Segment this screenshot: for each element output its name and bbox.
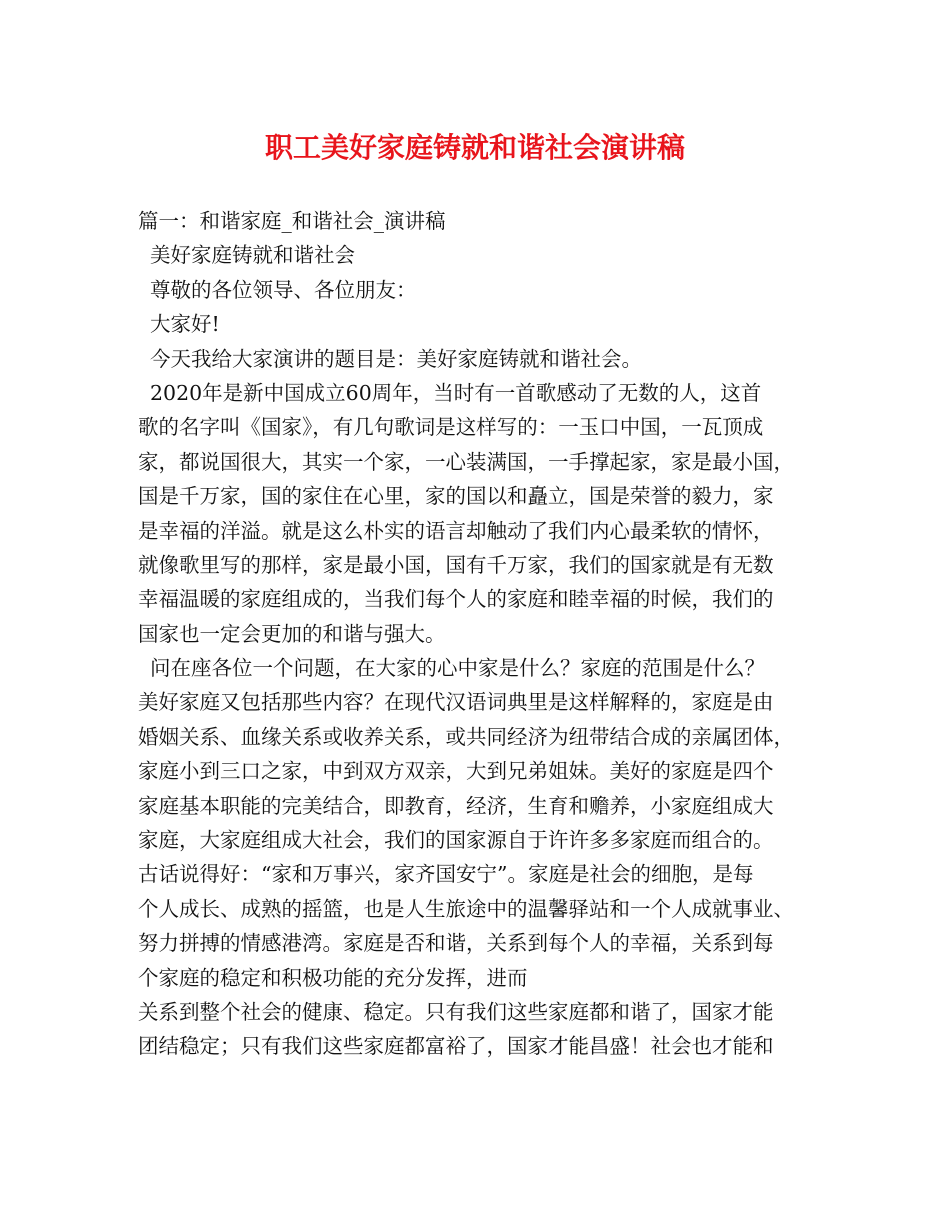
text-line: 今天我给大家演讲的题目是：美好家庭铸就和谐社会。 [150, 346, 642, 371]
document-body [138, 204, 838, 1064]
text-line: 国是千万家，国的家住在心里，家的国以和矗立，国是荣誉的毅力，家 [138, 484, 774, 509]
text-line: 歌的名字叫《国家》，有几句歌词是这样写的：一玉口中国，一瓦顶成 [138, 415, 764, 440]
text-line: 家庭，大家庭组成大社会，我们的国家源自于许许多多家庭而组合的。 [138, 828, 774, 853]
text-line: 家庭基本职能的完美结合，即教育，经济，生育和赡养，小家庭组成大 [138, 793, 774, 818]
text-line: 家庭小到三口之家，中到双方双亲，大到兄弟姐妹。美好的家庭是四个 [138, 759, 774, 784]
text-line: 大家好! [150, 312, 220, 337]
text-line: 关系到整个社会的健康、稳定。只有我们这些家庭都和谐了，国家才能 [138, 999, 774, 1024]
text-line: 问在座各位一个问题，在大家的心中家是什么？家庭的范围是什么？ [150, 656, 765, 681]
text-line: 是幸福的洋溢。就是这么朴实的语言却触动了我们内心最柔软的情怀， [138, 518, 774, 543]
text-line: 国家也一定会更加的和谐与强大。 [138, 621, 446, 646]
text-line: 尊敬的各位领导、各位朋友： [150, 277, 417, 302]
text-line: 篇一：和谐家庭_和谐社会_演讲稿 [138, 209, 446, 233]
text-line: 婚姻关系、血缘关系或收养关系，或共同经济为纽带结合成的亲属团体， [138, 724, 794, 749]
text-line: 古话说得好：“家和万事兴，家齐国安宁”。家庭是社会的细胞，是每 [138, 862, 754, 887]
text-line: 2020年是新中国成立60周年，当时有一首歌感动了无数的人，这首 [150, 380, 762, 405]
text-line: 团结稳定；只有我们这些家庭都富裕了，国家才能昌盛！社会也才能和 [138, 1034, 774, 1059]
document-title: 职工美好家庭铸就和谐社会演讲稿 [264, 131, 685, 164]
text-line: 幸福温暖的家庭组成的，当我们每个人的家庭和睦幸福的时候，我们的 [138, 587, 774, 612]
text-line: 就像歌里写的那样，家是最小国，国有千万家，我们的国家就是有无数 [138, 552, 774, 577]
text-line: 努力拼搏的情感港湾。家庭是否和谐，关系到每个人的幸福，关系到每 [138, 931, 774, 956]
text-line: 家，都说国很大，其实一个家，一心装满国，一手撑起家，家是最小国， [138, 449, 794, 474]
text-line: 个家庭的稳定和积极功能的充分发挥，进而 [138, 965, 528, 990]
text-line: 美好家庭铸就和谐社会 [150, 243, 355, 268]
text-line: 美好家庭又包括那些内容？在现代汉语词典里是这样解释的，家庭是由 [138, 690, 774, 715]
text-line: 个人成长、成熟的摇篮，也是人生旅途中的温馨驿站和一个人成就事业、 [138, 896, 794, 921]
